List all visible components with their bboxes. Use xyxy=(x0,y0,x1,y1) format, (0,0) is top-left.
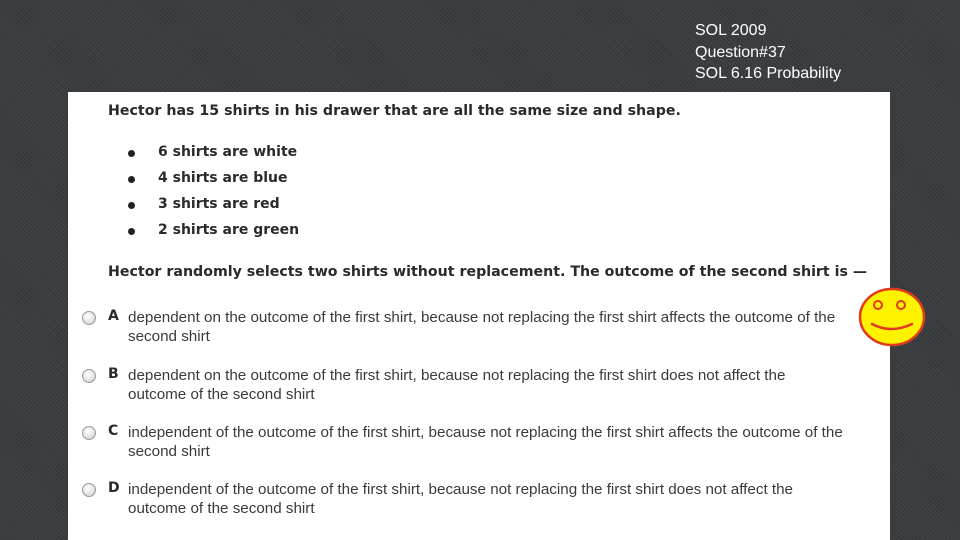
answer-choice-d[interactable] xyxy=(82,480,862,520)
choice-letter: A xyxy=(108,308,119,324)
smiley-face-icon xyxy=(857,286,927,348)
list-item-text: 6 shirts are white xyxy=(158,144,298,160)
choice-text: dependent on the outcome of the first shirt, because not replacing the first shirt does not affect the outcome of the second shirt xyxy=(128,367,786,403)
radio-button-b[interactable] xyxy=(82,369,96,383)
bullet-icon xyxy=(128,228,135,235)
question-stem: Hector has 15 shirts in his drawer that are all the same size and shape. xyxy=(108,103,681,119)
question-panel xyxy=(68,92,890,540)
choice-letter: B xyxy=(108,366,119,382)
bullet-icon xyxy=(128,150,135,157)
list-item-text: 4 shirts are blue xyxy=(158,170,288,186)
choice-letter: C xyxy=(108,423,119,439)
radio-button-d[interactable] xyxy=(82,483,96,497)
header-standard: SOL 6.16 Probability xyxy=(695,65,842,82)
choice-text: independent of the outcome of the first shirt, because not replacing the first shirt affects the outcome of the second shirt xyxy=(128,424,843,460)
choice-letter: D xyxy=(108,480,120,496)
bullet-icon xyxy=(128,202,135,209)
bullet-icon xyxy=(128,176,135,183)
answer-choice-a[interactable] xyxy=(82,308,862,348)
list-item-text: 3 shirts are red xyxy=(158,196,280,212)
choice-text: dependent on the outcome of the first shirt, because not replacing the first shirt affects the outcome of the second shirt xyxy=(128,309,836,345)
choice-text: independent of the outcome of the first shirt, because not replacing the first shirt does not affect the outcome of the second shirt xyxy=(128,481,793,517)
answer-choice-b[interactable] xyxy=(82,366,862,406)
question-prompt: Hector randomly selects two shirts without replacement. The outcome of the second shirt is — xyxy=(108,264,868,280)
radio-button-a[interactable] xyxy=(82,311,96,325)
slide-header xyxy=(695,20,841,85)
header-question-number: Question#37 xyxy=(695,43,786,61)
list-item-text: 2 shirts are green xyxy=(158,222,300,238)
radio-button-c[interactable] xyxy=(82,426,96,440)
answer-choice-c[interactable] xyxy=(82,423,862,463)
header-year: SOL 2009 xyxy=(695,22,767,39)
